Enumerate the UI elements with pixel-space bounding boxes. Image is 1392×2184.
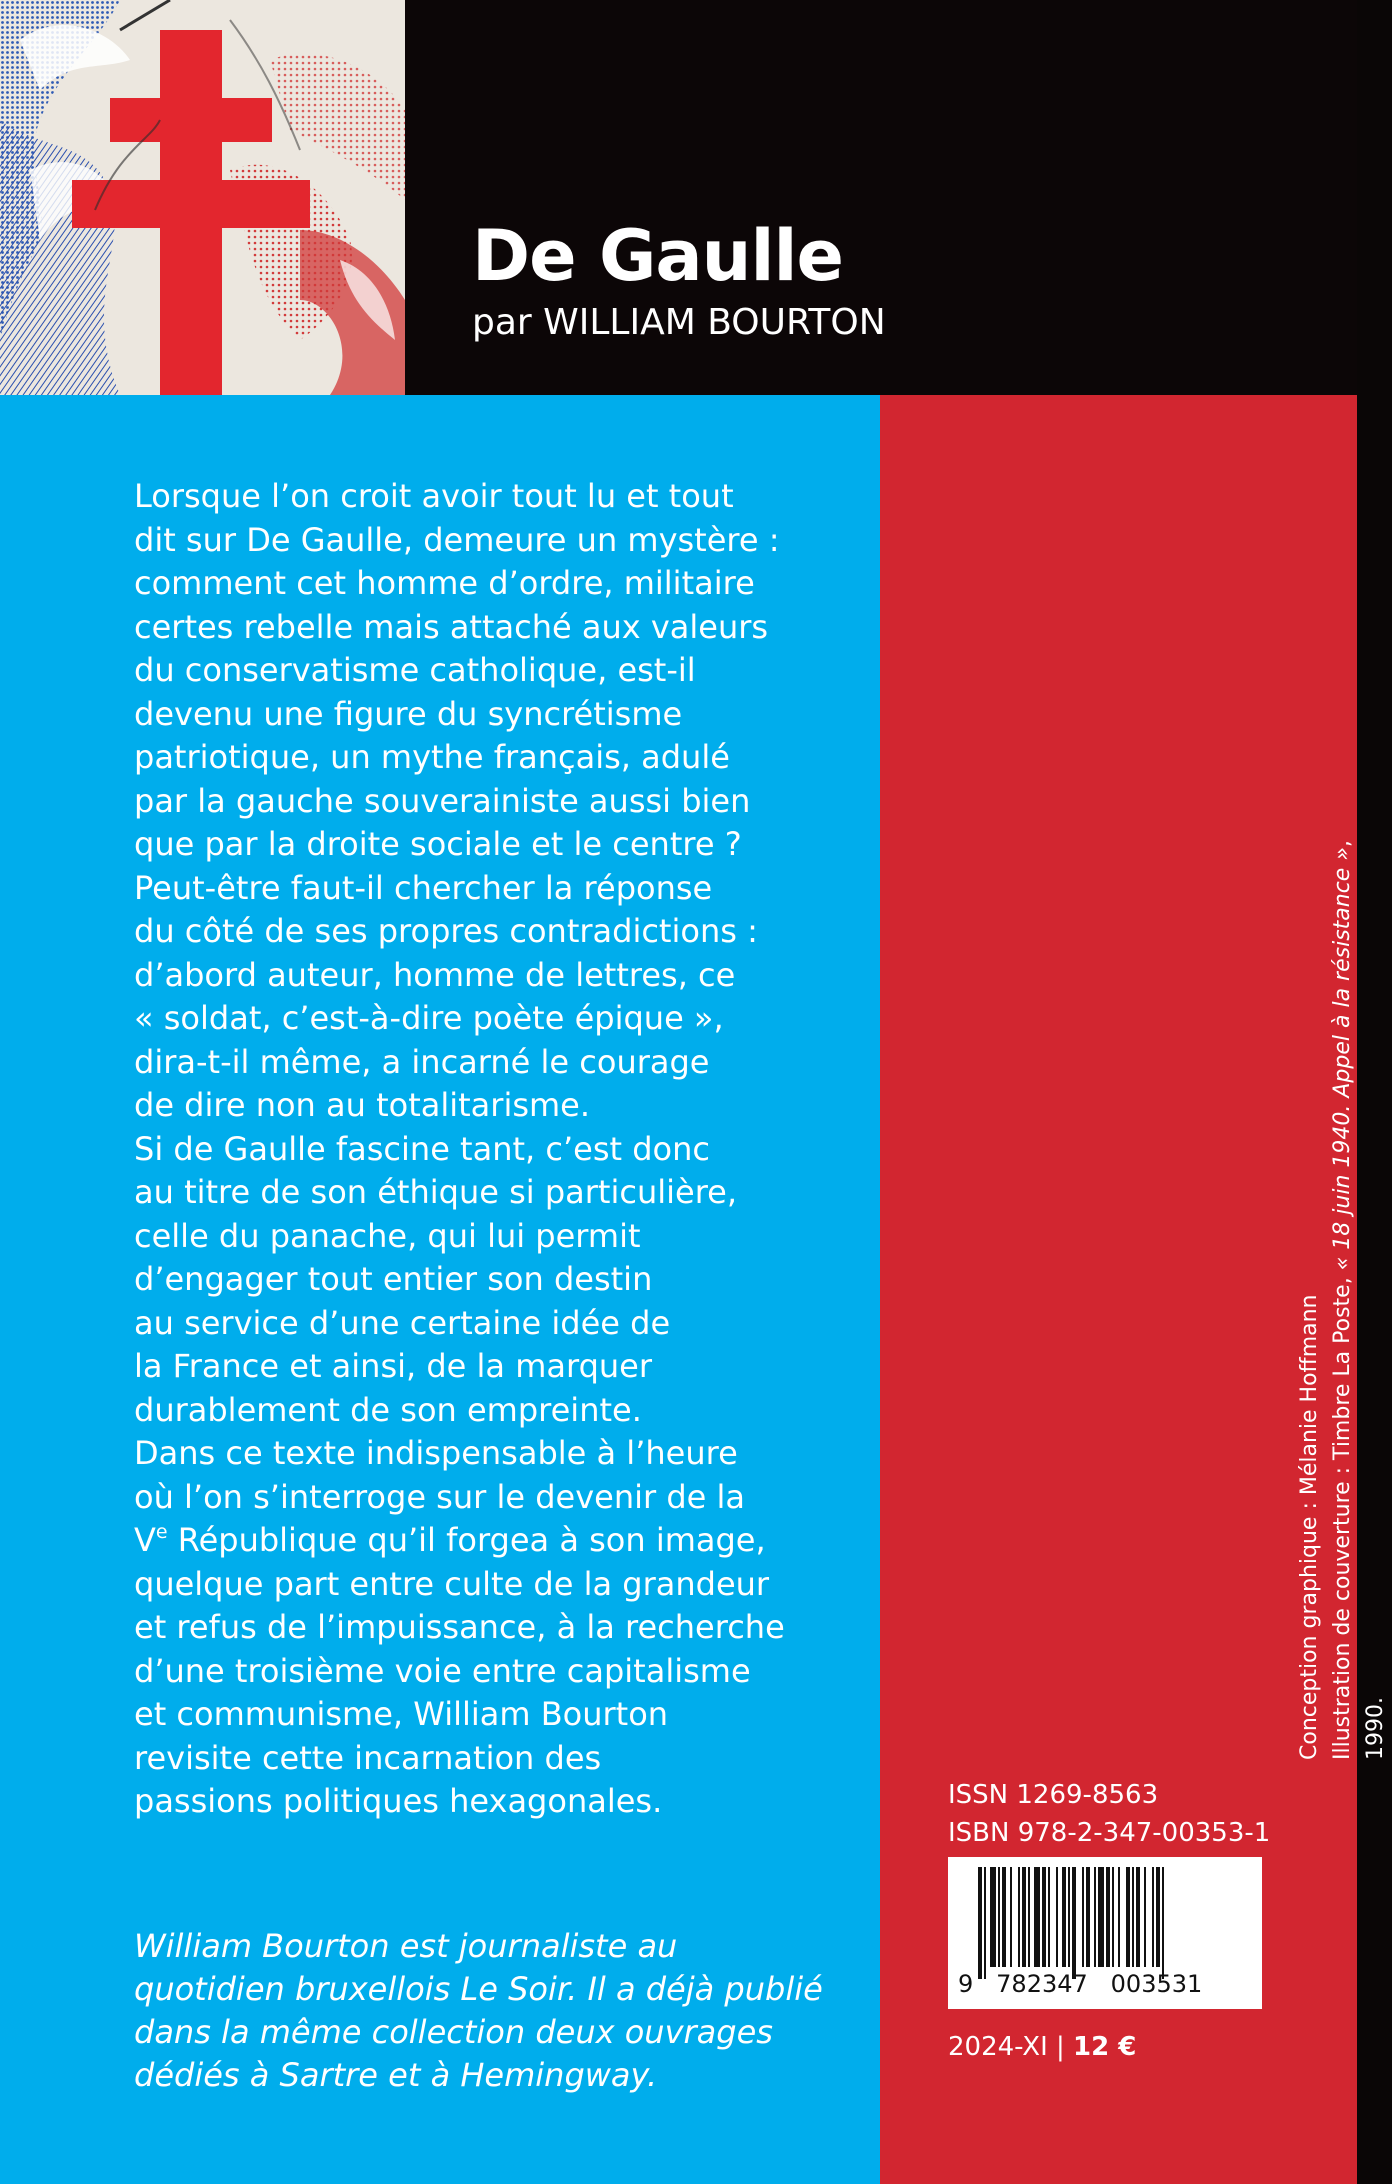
blurb-line: la France et ainsi, de la marquer <box>134 1347 652 1385</box>
blurb-line: d’engager tout entier son destin <box>134 1260 653 1298</box>
blurb-line: d’abord auteur, homme de lettres, ce <box>134 955 736 994</box>
book-author: par WILLIAM BOURTON <box>472 302 886 343</box>
blurb-republic-rest: République qu’il forgea à son image, <box>167 1521 766 1559</box>
blurb-line: revisite cette incarnation des <box>134 1738 602 1777</box>
cover-credits <box>1293 820 1392 1760</box>
blurb-text <box>134 475 854 1824</box>
blurb-line: patriotique, un mythe français, adulé <box>134 738 730 776</box>
barcode-bar <box>1028 1867 1030 1967</box>
blurb-line: de dire non au totalitarisme. <box>134 1086 591 1124</box>
blurb-line: que par la droite sociale et le centre ? <box>134 825 742 863</box>
top-band <box>0 0 1357 395</box>
blurb-line: et refus de l’impuissance, à la recherche <box>134 1608 785 1646</box>
blurb-line: passions politiques hexagonales. <box>134 1782 663 1820</box>
bio-line: quotidien bruxellois Le Soir. Il a déjà publié <box>134 1970 823 2008</box>
blurb-republic-sup: e <box>155 1521 168 1543</box>
blurb-line: Si de Gaulle fascine tant, c’est donc <box>134 1129 710 1168</box>
price-separator: | <box>1056 2032 1065 2062</box>
issn: ISSN 1269-8563 <box>948 1780 1159 1810</box>
barcode-bar <box>1072 1867 1076 1979</box>
isbn: ISBN 978-2-347-00353-1 <box>948 1818 1271 1848</box>
blurb-line: au titre de son éthique si particulière, <box>134 1173 737 1211</box>
blurb-line: où l’on s’interroge sur le devenir de la <box>134 1477 745 1516</box>
barcode-bar <box>1152 1867 1154 1967</box>
cross-of-lorraine-stamp-image <box>0 0 405 395</box>
blurb-line: Peut-être faut-il chercher la réponse <box>134 868 713 907</box>
blurb-line: comment cet homme d’ordre, militaire <box>134 564 755 602</box>
barcode-bar <box>1086 1867 1090 1967</box>
blurb-line: par la gauche souverainiste aussi bien <box>134 781 751 820</box>
barcode-bar <box>1022 1867 1026 1967</box>
barcode-bar <box>1118 1867 1120 1967</box>
collection-code: 2024-XI <box>948 2032 1048 2062</box>
stamp-illustration <box>0 0 405 395</box>
barcode-bar <box>1094 1867 1096 1967</box>
barcode-bar <box>1062 1867 1066 1967</box>
title-block <box>472 216 886 346</box>
barcode-bar <box>1048 1867 1050 1967</box>
barcode-bar <box>1098 1867 1104 1967</box>
credit-illustration-prefix: Illustration de couverture : Timbre La Poste, <box>1330 1270 1355 1760</box>
blurb-republic-prefix: V <box>134 1521 156 1559</box>
blurb-line: du côté de ses propres contradictions : <box>134 912 758 950</box>
bio-line: dédiés à Sartre et à Hemingway. <box>134 2056 658 2094</box>
blurb-line: dira-t-il même, a incarné le courage <box>134 1042 710 1081</box>
barcode-bar <box>1132 1867 1134 1967</box>
bio-line: dans la même collection deux ouvrages <box>134 2013 773 2051</box>
barcode-bar <box>1126 1867 1130 1967</box>
barcode-bar <box>1144 1867 1146 1967</box>
barcode-bar <box>1002 1867 1006 1967</box>
barcode-bar <box>1034 1867 1040 1967</box>
barcode-bar <box>990 1867 996 1967</box>
blurb-line: durablement de son empreinte. <box>134 1390 642 1429</box>
barcode-bar <box>1112 1867 1114 1967</box>
credit-year: 1990. <box>1363 1697 1388 1760</box>
credit-illustration-title: « 18 juin 1940. Appel à la résistance » <box>1330 847 1355 1271</box>
bio-line: William Bourton est journaliste au <box>134 1927 678 1965</box>
blurb-line: celle du panache, qui lui permit <box>134 1216 641 1255</box>
blurb-line: devenu une figure du syncrétisme <box>134 694 683 733</box>
barcode-bar <box>1068 1867 1070 1967</box>
barcode-bar <box>1156 1867 1160 1967</box>
blurb-line: quelque part entre culte de la grandeur <box>134 1564 770 1603</box>
barcode-bar <box>1106 1867 1110 1967</box>
blurb-line: au service d’une certaine idée de <box>134 1303 671 1342</box>
credit-illustration-suffix: , <box>1330 840 1355 848</box>
blurb-line: et communisme, William Bourton <box>134 1695 669 1733</box>
blurb-line: « soldat, c’est-à-dire poète épique », <box>134 999 724 1037</box>
barcode-bar <box>984 1867 986 1979</box>
blurb-line: Lorsque l’on croit avoir tout lu et tout <box>134 477 734 515</box>
barcode-bar <box>1056 1867 1058 1967</box>
barcode <box>948 1857 1262 2009</box>
book-title: De Gaulle <box>472 215 843 297</box>
blurb-line: dit sur De Gaulle, demeure un mystère : <box>134 520 780 559</box>
barcode-bar <box>1010 1867 1012 1967</box>
barcode-bar <box>998 1867 1000 1967</box>
blurb-line: du conservatisme catholique, est-il <box>134 651 696 689</box>
barcode-bar <box>978 1867 982 1979</box>
price-line <box>948 2030 1136 2064</box>
barcode-digits: 9 782347 003531 <box>958 1970 1203 1998</box>
identifiers <box>948 1776 1270 1852</box>
author-bio <box>134 1925 854 2097</box>
credit-design: Conception graphique : Mélanie Hoffmann <box>1297 1294 1322 1760</box>
barcode-bar <box>1042 1867 1046 1967</box>
barcode-bar <box>1162 1867 1164 1979</box>
blue-panel <box>0 395 880 2184</box>
barcode-bar <box>1018 1867 1020 1967</box>
blurb-line: d’une troisième voie entre capitalisme <box>134 1651 751 1690</box>
barcode-bar <box>1082 1867 1084 1967</box>
blurb-line: Dans ce texte indispensable à l’heure <box>134 1434 738 1472</box>
credit-illustration <box>1326 820 1359 1760</box>
blurb-line: certes rebelle mais attaché aux valeurs <box>134 607 769 646</box>
blurb-line-republic <box>134 1519 854 1563</box>
price: 12 € <box>1073 2032 1137 2062</box>
barcode-bar <box>1136 1867 1140 1967</box>
